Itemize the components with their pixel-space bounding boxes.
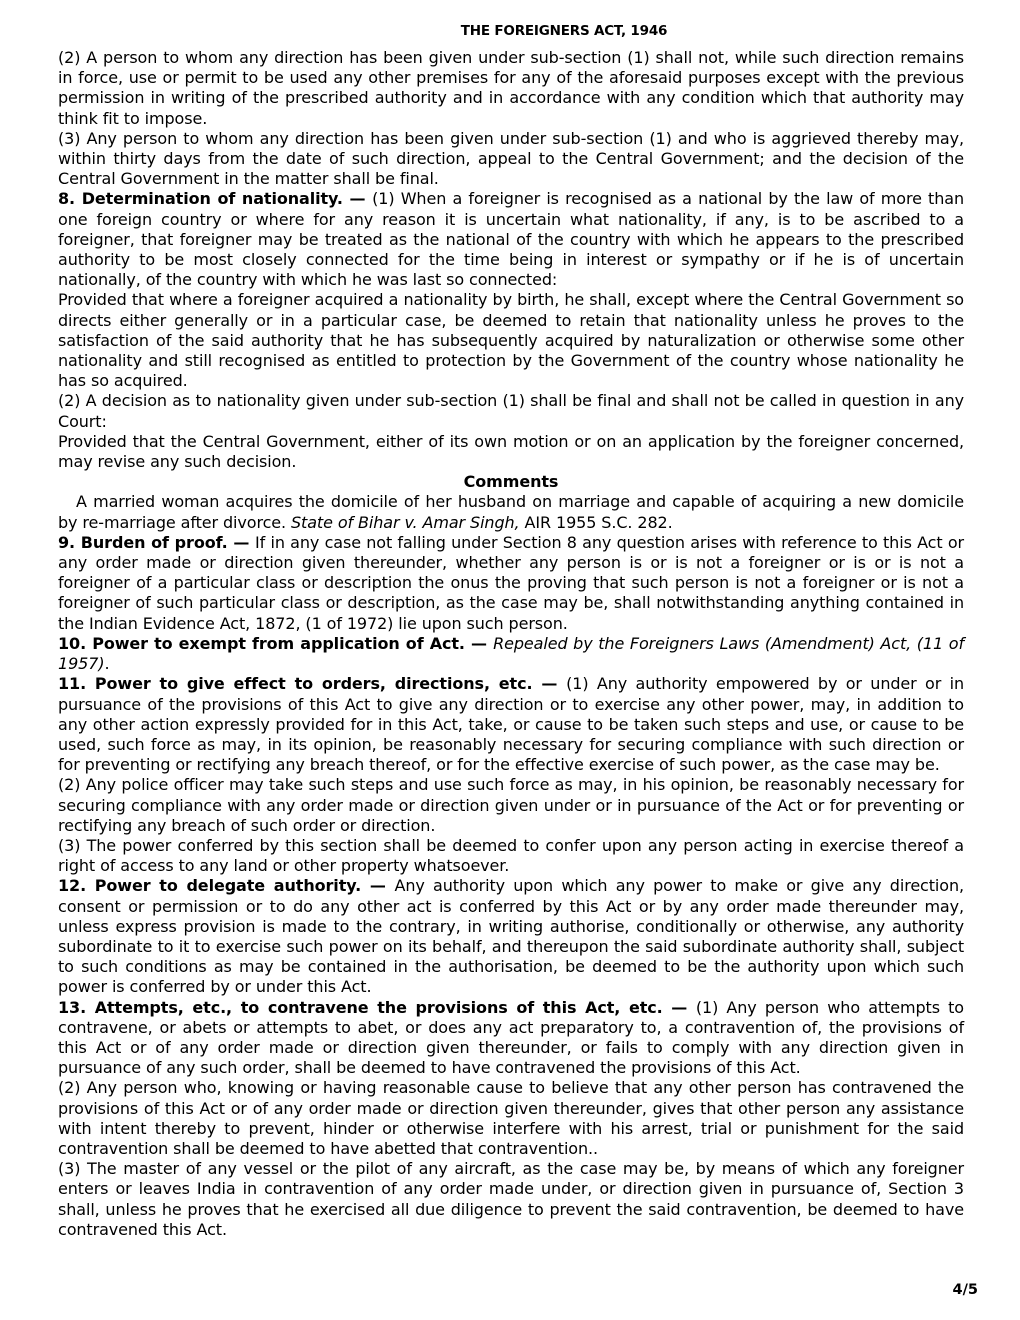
text-segment-normal: (2) A person to whom any direction has been given under sub-section (1) shall not, while such direction remains in force, use or permit to be used any other premises for any of the aforesaid purposes except with the previous permission in writing of the prescribed authority and in accordance with any condition which that authority may think fit to impose. bbox=[58, 48, 964, 128]
text-segment-normal: Any authority upon which any power to make or give any direction, consent or permission or to do any other act is conferred by this Act or by any order made thereunder may, unless express provision is made to the contrary, in writing authorise, conditionally or otherwise, any authority subordinate to it to exercise such power on its behalf, and thereupon the said subordinate authority shall, subject to such conditions as may be contained in the authorisation, be deemed to be the authority upon which such power is conferred by or under this Act. bbox=[58, 876, 964, 997]
text-segment-normal: If in any case not falling under Section 8 any question arises with reference to this Act or any order made or direction given thereunder, whether any person is or is not a foreigner or is or is not a foreigner of a particular class or description the onus the proving that such person is not a foreigner or is not a foreigner of such particular class or description, as the case may be, shall notwithstanding anything contained in the Indian Evidence Act, 1872, (1 of 1972) lie upon such person. bbox=[58, 532, 964, 633]
text-segment-bold: 10. Power to exempt from application of Act. — bbox=[58, 633, 494, 653]
text-segment-normal: (2) A decision as to nationality given under sub-section (1) shall be final and shall not be called in question in any Court: bbox=[58, 391, 964, 431]
section-heading bbox=[58, 472, 964, 492]
text-segment-normal: . bbox=[104, 654, 110, 674]
text-segment-bold: Comments bbox=[463, 472, 559, 492]
paragraph bbox=[58, 1078, 964, 1159]
paragraph bbox=[58, 836, 964, 876]
text-segment-bold: 9. Burden of proof. — bbox=[58, 532, 256, 552]
paragraph bbox=[58, 634, 964, 674]
paragraph bbox=[58, 533, 964, 634]
text-segment-italic: Repealed by the Foreigners Laws (Amendment) Act, (11 of 1957) bbox=[58, 633, 964, 674]
paragraph bbox=[58, 775, 964, 836]
paragraph bbox=[58, 129, 964, 190]
text-segment-normal: AIR 1955 S.C. 282. bbox=[519, 512, 673, 532]
paragraph bbox=[58, 1159, 964, 1240]
text-segment-normal: (1) Any authority empowered by or under or in pursuance of the provisions of this Act to give any direction or to exercise any other power, may, in addition to any other action expressly provided for in this Act, take, or cause to be taken such steps and use, or cause to be used, such force as may, in its opinion, be reasonably necessary for securing compliance with such direction or for preventing or rectifying any breach thereof, or for the effective exercise of such power, as the case may be. bbox=[58, 674, 964, 775]
paragraph bbox=[58, 674, 964, 775]
text-segment-bold: 11. Power to give effect to orders, directions, etc. — bbox=[58, 674, 567, 694]
text-segment-italic: State of Bihar v. Amar Singh, bbox=[291, 512, 520, 532]
text-segment-normal: (3) The power conferred by this section shall be deemed to confer upon any person acting in exercise thereof a right of access to any land or other property whatsoever. bbox=[58, 835, 964, 876]
text-segment-bold: 8. Determination of nationality. — bbox=[58, 189, 373, 209]
paragraph bbox=[58, 290, 964, 391]
text-segment-normal: (1) Any person who attempts to contravene, or abets or attempts to abet, or does any act preparatory to, a contravention of, the provisions of this Act or of any order made or direction given thereunder, or fails to comply with any direction given in pursuance of any such order, shall be deemed to have contravened the provisions of this Act. bbox=[58, 997, 964, 1078]
page-number: 4/5 bbox=[952, 1282, 978, 1298]
text-segment-normal: (1) When a foreigner is recognised as a national by the law of more than one foreign country or where for any reason it is uncertain what nationality, if any, is to be ascribed to a foreigner, that foreigner may be treated as the national of the country with which he appears to the prescribed authority to be most closely connected for the time being in interest or sympathy or if he is of uncertain nationally, of the country with which he was last so connected: bbox=[58, 189, 964, 290]
document-body bbox=[58, 48, 964, 1240]
text-segment-normal: Provided that the Central Government, either of its own motion or on an application by the foreigner concerned, may revise any such decision. bbox=[58, 431, 964, 472]
text-segment-normal: (2) Any person who, knowing or having reasonable cause to believe that any other person has contravened the provisions of this Act or of any order made or direction given thereunder, gives that other person any assistance with intent thereby to prevent, hinder or otherwise interfere with his arrest, trial or punishment for the said contravention shall be deemed to have abetted that contravention.. bbox=[58, 1078, 964, 1158]
paragraph bbox=[58, 876, 964, 997]
text-segment-normal: A married woman acquires the domicile of her husband on marriage and capable of acquiring a new domicile by re-marriage after divorce. bbox=[58, 492, 964, 532]
text-segment-bold: 13. Attempts, etc., to contravene the provisions of this Act, etc. — bbox=[58, 997, 696, 1017]
page-title: THE FOREIGNERS ACT, 1946 bbox=[460, 23, 668, 39]
paragraph bbox=[58, 189, 964, 290]
text-segment-normal: Provided that where a foreigner acquired a nationality by birth, he shall, except where the Central Government so directs either generally or in a particular case, be deemed to retain that nationality unless he proves to the satisfaction of the said authority that he has subsequently acquired by naturalization or otherwise some other nationality and still recognised as entitled to protection by the Government of the country whose nationality he has so acquired. bbox=[58, 290, 964, 391]
text-segment-bold: 12. Power to delegate authority. — bbox=[58, 876, 395, 896]
paragraph bbox=[58, 492, 964, 532]
paragraph bbox=[58, 432, 964, 472]
paragraph bbox=[58, 998, 964, 1079]
paragraph bbox=[58, 391, 964, 431]
text-segment-normal: (3) The master of any vessel or the pilot of any aircraft, as the case may be, by means of which any foreigner enters or leaves India in contravention of any order made under, or direction given in pursuance of, Section 3 shall, unless he proves that he exercised all due diligence to prevent the said contravention, be deemed to have contravened this Act. bbox=[58, 1159, 964, 1239]
text-segment-normal: (3) Any person to whom any direction has been given under sub-section (1) and who is aggrieved thereby may, within thirty days from the date of such direction, appeal to the Central Government; and the decision of the Central Government in the matter shall be final. bbox=[58, 128, 964, 189]
paragraph bbox=[58, 48, 964, 129]
text-segment-normal: (2) Any police officer may take such steps and use such force as may, in his opinion, be reasonably necessary for securing compliance with any order made or direction given under or in pursuance of the Act or for preventing or rectifying any breach of such order or direction. bbox=[58, 775, 964, 835]
